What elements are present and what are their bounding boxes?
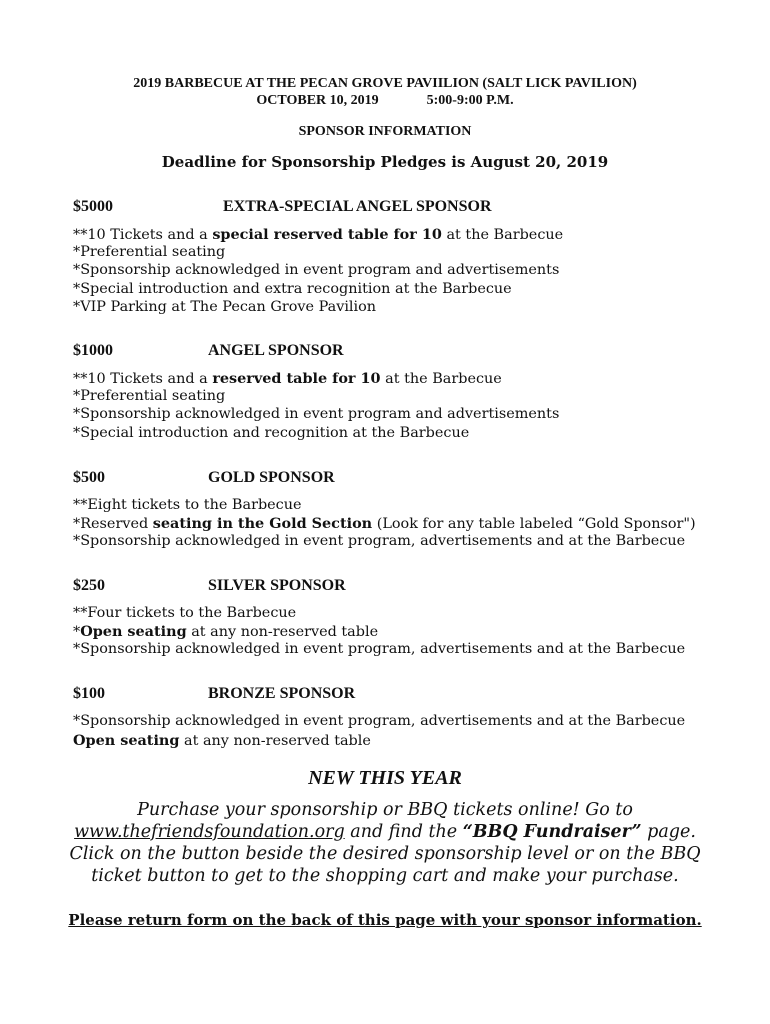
benefit-line: **Eight tickets to the Barbecue	[73, 497, 302, 513]
tier-amount: $1000	[73, 342, 113, 359]
event-title: 2019 BARBECUE AT THE PECAN GROVE PAVIILION (SALT LICK PAVILION)	[133, 76, 637, 91]
promo-line: ticket button to get to the shopping cart and make your purchase.	[91, 866, 679, 886]
tier-name: SILVER SPONSOR	[208, 577, 346, 594]
benefit-line: *Sponsorship acknowledged in event program and advertisements	[73, 262, 560, 278]
section-title: SPONSOR INFORMATION	[298, 124, 472, 139]
benefit-line: **Four tickets to the Barbecue	[73, 605, 297, 621]
benefit-line: *VIP Parking at The Pecan Grove Pavilion	[73, 299, 377, 315]
event-time: 5:00-9:00 P.M.	[426, 93, 514, 108]
benefit-line: *Open seating at any non-reserved table	[73, 623, 379, 640]
tier-name: GOLD SPONSOR	[208, 469, 335, 486]
benefit-line: *Sponsorship acknowledged in event program and advertisements	[73, 406, 560, 422]
benefit-line: *Sponsorship acknowledged in event program, advertisements and at the Barbecue	[73, 713, 686, 729]
benefit-line: *Special introduction and extra recognition at the Barbecue	[73, 281, 512, 297]
benefit-line: *Reserved seating in the Gold Section (Look for any table labeled “Gold Sponsor")	[73, 515, 696, 532]
benefit-line: *Sponsorship acknowledged in event program, advertisements and at the Barbecue	[73, 533, 686, 549]
new-this-year-heading: NEW THIS YEAR	[308, 767, 462, 789]
tier-name: ANGEL SPONSOR	[208, 342, 344, 359]
benefit-line: *Special introduction and recognition at the Barbecue	[73, 425, 470, 441]
deadline-text: Deadline for Sponsorship Pledges is August 20, 2019	[161, 153, 609, 171]
benefit-line: **10 Tickets and a reserved table for 10 at the Barbecue	[73, 370, 502, 387]
benefit-line: *Preferential seating	[73, 244, 226, 260]
tier-name: BRONZE SPONSOR	[208, 685, 356, 702]
tier-amount: $250	[73, 577, 105, 594]
tier-amount: $500	[73, 469, 105, 486]
promo-line: Purchase your sponsorship or BBQ tickets online! Go to	[137, 800, 633, 820]
promo-line: Click on the button beside the desired sponsorship level or on the BBQ	[69, 844, 701, 864]
tier-name: EXTRA-SPECIAL ANGEL SPONSOR	[223, 198, 492, 215]
benefit-line: *Preferential seating	[73, 388, 226, 404]
event-date-time	[0, 93, 770, 109]
benefit-line: Open seating at any non-reserved table	[73, 732, 371, 749]
benefit-line: **10 Tickets and a special reserved table for 10 at the Barbecue	[73, 226, 564, 243]
event-date: OCTOBER 10, 2019	[256, 93, 379, 108]
benefit-line: *Sponsorship acknowledged in event program, advertisements and at the Barbecue	[73, 641, 686, 657]
return-form-note: Please return form on the back of this page with your sponsor information.	[68, 911, 702, 929]
website-link[interactable]: www.thefriendsfoundation.org	[74, 822, 345, 842]
tier-amount: $5000	[73, 198, 113, 215]
tier-amount: $100	[73, 685, 105, 702]
promo-line: www.thefriendsfoundation.org and find the “BBQ Fundraiser” page.	[74, 822, 696, 842]
